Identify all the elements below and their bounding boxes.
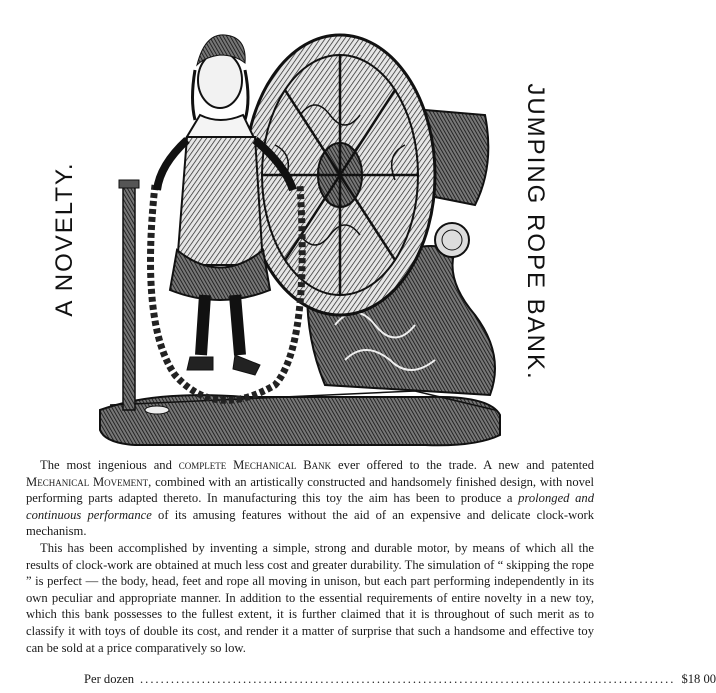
- emphasis-complete-mechanical-bank: complete Mechanical Bank: [178, 458, 332, 472]
- side-title-right: JUMPING ROPE BANK.: [522, 83, 549, 381]
- description-paragraph-2: This has been accomplished by inventing a simple, strong and durable motor, by means of which all the results of clock-work are obtained at much less cost and greater durability. The simulation of “ skipping the rope ” is perfect — the body, head, feet and rope all moving in unison, but each part performing independently in its own peculiar and appropriate manner. In addition to the essential requirements of entire novelty in a new toy, which this bank possesses to the fullest extent, it is further claimed that it is throughout of such merit as to classify it with toys of double its cost, and render it a matter of surprise that such a handsome and effective toy can be sold at a price comparatively so low.: [26, 541, 594, 655]
- bank-base: [100, 391, 500, 445]
- price-leader-dots: ........................................................................................................: [140, 672, 676, 686]
- side-title-left: A NOVELTY.: [51, 161, 78, 317]
- price-line: [84, 672, 716, 687]
- paragraph-1-text-d: of its amusing features without the aid of an expensive and delicate clock-work mechanism.: [26, 507, 594, 539]
- price-amount: $18 00: [681, 672, 716, 686]
- paragraph-1-text-a: The most ingenious and: [40, 458, 179, 472]
- emphasis-prolonged-performance: prolonged and continuous performance: [26, 491, 595, 522]
- jumping-rope-bank-illustration: [95, 25, 515, 455]
- description-paragraph-1: [26, 457, 594, 540]
- paragraph-1-text-b: ever offered to the trade. A new and patented: [331, 458, 594, 472]
- price-label: Per dozen: [84, 672, 135, 686]
- left-post: [119, 180, 139, 410]
- emphasis-mechanical-movement: Mechanical Movement: [26, 474, 149, 489]
- paragraph-1-text-c: , combined with an artistically constructed and handsomely finished design, with novel performing parts adapted thereto. In manufacturing this toy the aim has been to produce a: [26, 474, 594, 506]
- ornate-wheel: [245, 35, 435, 315]
